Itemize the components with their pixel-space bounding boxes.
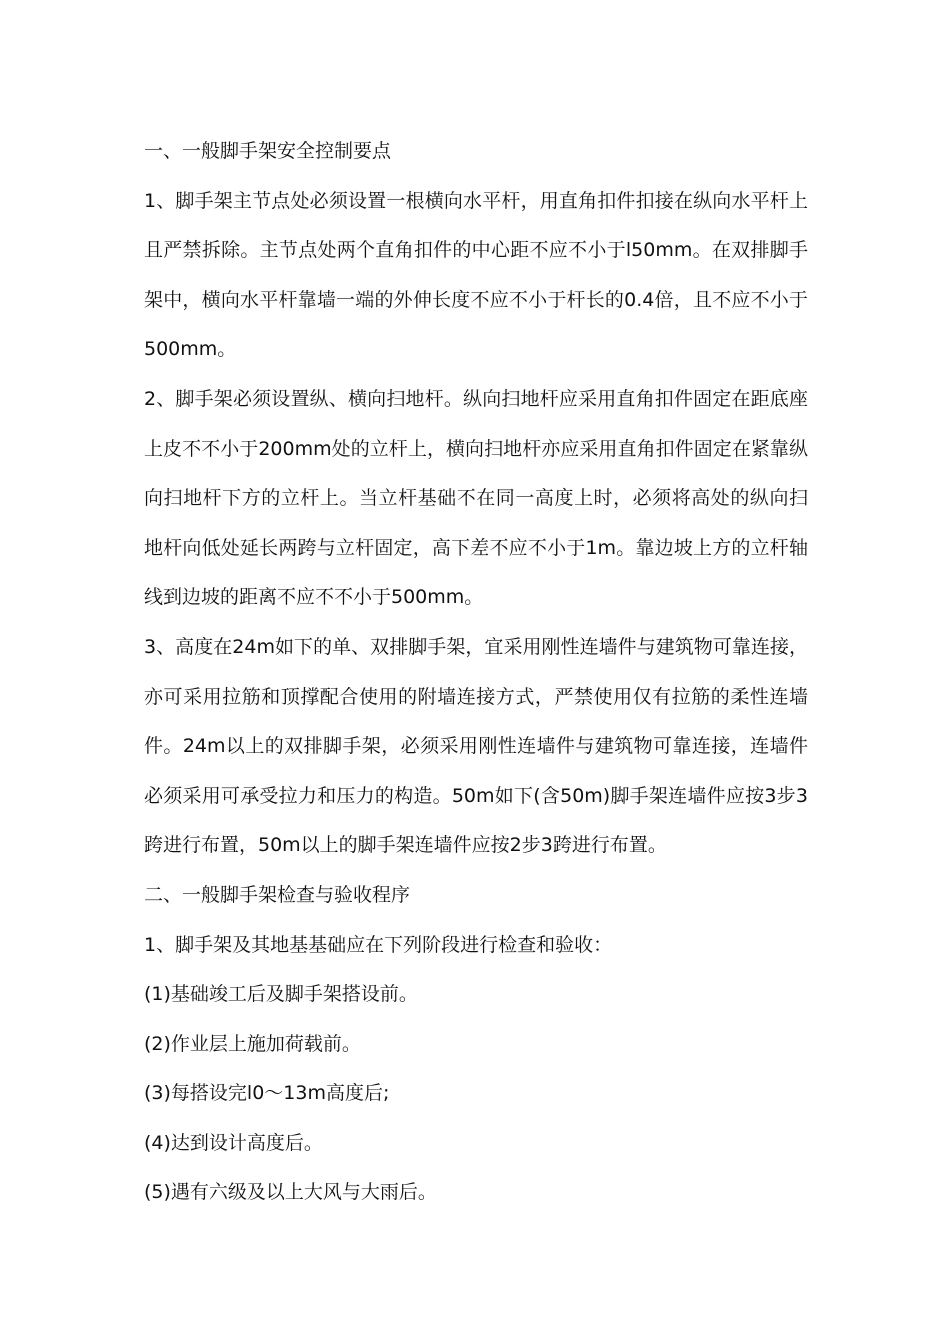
list-item-4: (4)达到设计高度后。 [144, 1131, 323, 1154]
paragraph-wall-ties: 3、高度在24m如下的单、双排脚手架，宜采用刚性连墙件与建筑物可靠连接，亦可采用拉筋和顶撑配合使用的附墙连接方式，严禁使用仅有拉筋的柔性连墙件。24m以上的双排脚手架，必须采用刚性连墙件与建筑物可靠连接，连墙件必须采用可承受拉力和压力的构造。50m如下(含50m)脚手架连墙件应按3步3跨进行布置，50m以上的脚手架连墙件应按2步3跨进行布置。 [144, 635, 808, 857]
section-heading-1: 一、一般脚手架安全控制要点 [144, 140, 392, 162]
list-item-2: (2)作业层上施加荷载前。 [144, 1032, 361, 1055]
list-item-5: (5)遇有六级及以上大风与大雨后。 [144, 1181, 437, 1204]
list-item-1: (1)基础竣工后及脚手架搭设前。 [144, 983, 418, 1006]
paragraph-sweep-rod: 2、脚手架必须设置纵、横向扫地杆。纵向扫地杆应采用直角扣件固定在距底座上皮不不小于200mm处的立杆上，横向扫地杆亦应采用直角扣件固定在紧靠纵向扫地杆下方的立杆上。当立杆基础不在同一高度上时，必须将高处的纵向扫地杆向低处延长两跨与立杆固定，高下差不应不小于1m。靠边坡上方的立杆轴线到边坡的距离不应不不小于500mm。 [144, 387, 808, 609]
paragraph-inspection-intro: 1、脚手架及其地基基础应在下列阶段进行检查和验收： [144, 933, 613, 956]
section-heading-2: 二、一般脚手架检查与验收程序 [144, 883, 411, 906]
paragraph-main-node: 1、脚手架主节点处必须设置一根横向水平杆，用直角扣件扣接在纵向水平杆上且严禁拆除。主节点处两个直角扣件的中心距不应不小于l50mm。在双排脚手架中，横向水平杆靠墙一端的外伸长度不应不小于杆长的0.4倍，且不应不小于500mm。 [144, 189, 808, 361]
list-item-3: (3)每搭设完l0～13m高度后; [144, 1082, 390, 1105]
document-body [144, 127, 808, 1218]
